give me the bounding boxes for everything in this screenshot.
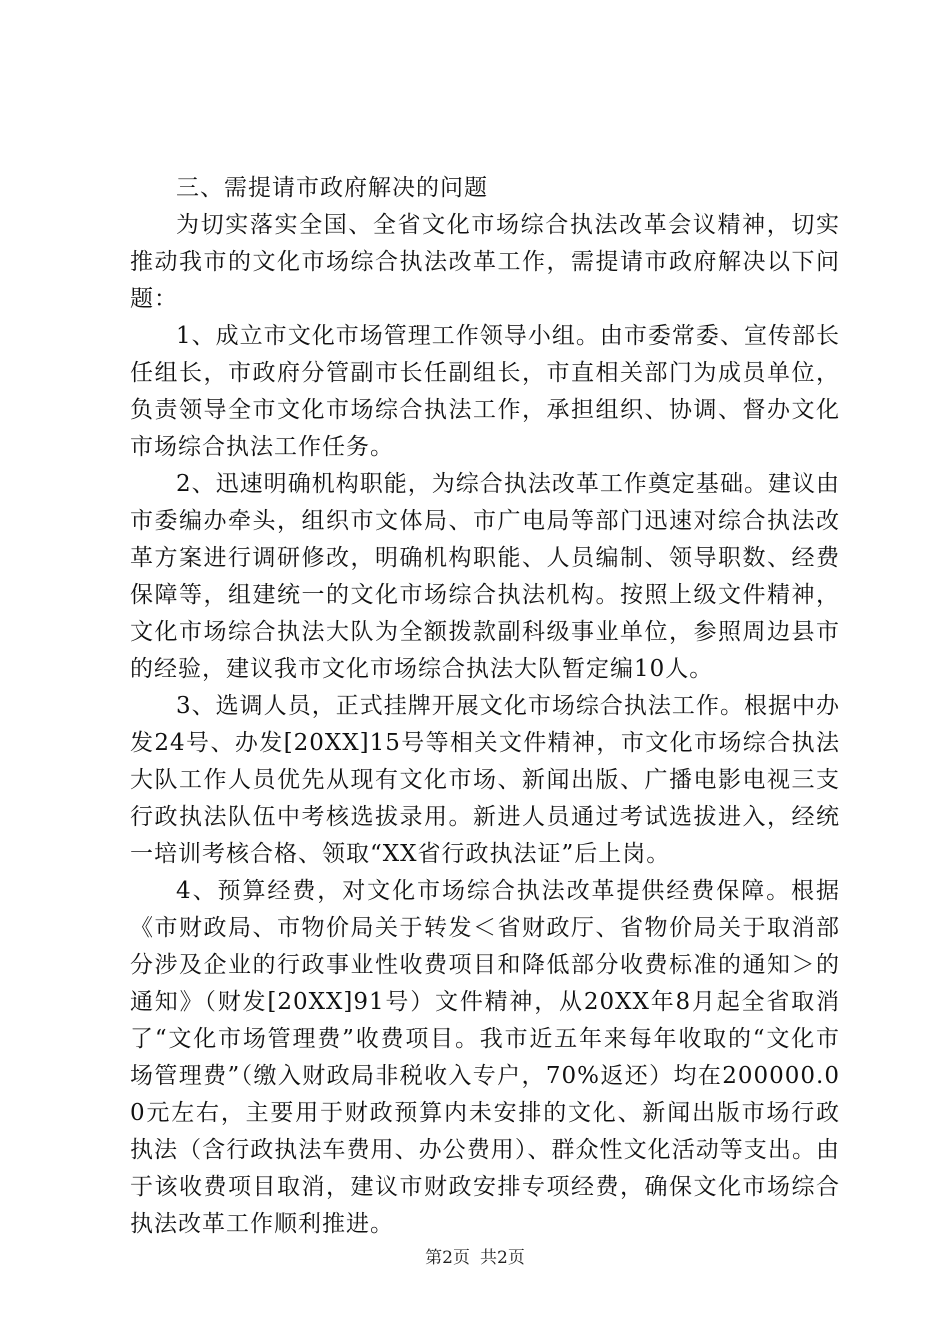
item-4-paragraph: 4、预算经费，对文化市场综合执法改革提供经费保障。根据《市财政局、市物价局关于转发＜省财政厅、省物价局关于取消部分涉及企业的行政事业性收费项目和降低部分收费标准的通知＞的通知》（财发[20XX]91号）文件精神，从20XX年8月起全省取消了“文化市场管理费”收费项目。我市近五年来每年收取的“文化市场管理费”（缴入财政局非税收入专户，70%返还）均在200000.00元左右，主要用于财政预算内未安排的文化、新闻出版市场行政执法（含行政执法车费用、办公费用）、群众性文化活动等支出。由于该收费项目取消，建议市财政安排专项经费，确保文化市场综合执法改革工作顺利推进。 — [130, 878, 840, 1237]
item-2-paragraph: 2、迅速明确机构职能，为综合执法改革工作奠定基础。建议由市委编办牵头，组织市文体局、市广电局等部门迅速对综合执法改革方案进行调研修改，明确机构职能、人员编制、领导职数、经费保障等，组建统一的文化市场综合执法机构。按照上级文件精神，文化市场综合执法大队为全额拨款副科级事业单位，参照周边县市的经验，建议我市文化市场综合执法大队暂定编10人。 — [130, 471, 840, 682]
item-1-paragraph: 1、成立市文化市场管理工作领导小组。由市委常委、宣传部长任组长，市政府分管副市长任副组长，市直相关部门为成员单位，负责领导全市文化市场综合执法工作，承担组织、协调、督办文化市场综合执法工作任务。 — [130, 323, 840, 460]
section-heading: 三、需提请市政府解决的问题 — [176, 175, 488, 201]
page-footer — [0, 1243, 950, 1268]
intro-paragraph: 为切实落实全国、全省文化市场综合执法改革会议精神，切实推动我市的文化市场综合执法改革工作，需提请市政府解决以下问题： — [130, 212, 840, 312]
page-number-total: 共2页 — [480, 1248, 525, 1268]
document-body — [130, 170, 840, 1243]
item-3-paragraph: 3、选调人员，正式挂牌开展文化市场综合执法工作。根据中办发24号、办发[20XX]15号等相关文件精神，市文化市场综合执法大队工作人员优先从现有文化市场、新闻出版、广播电影电视三支行政执法队伍中考核选拔录用。新进人员通过考试选拔进入，经统一培训考核合格、领取“XX省行政执法证”后上岗。 — [130, 693, 840, 867]
page-number-current: 第2页 — [425, 1248, 470, 1268]
